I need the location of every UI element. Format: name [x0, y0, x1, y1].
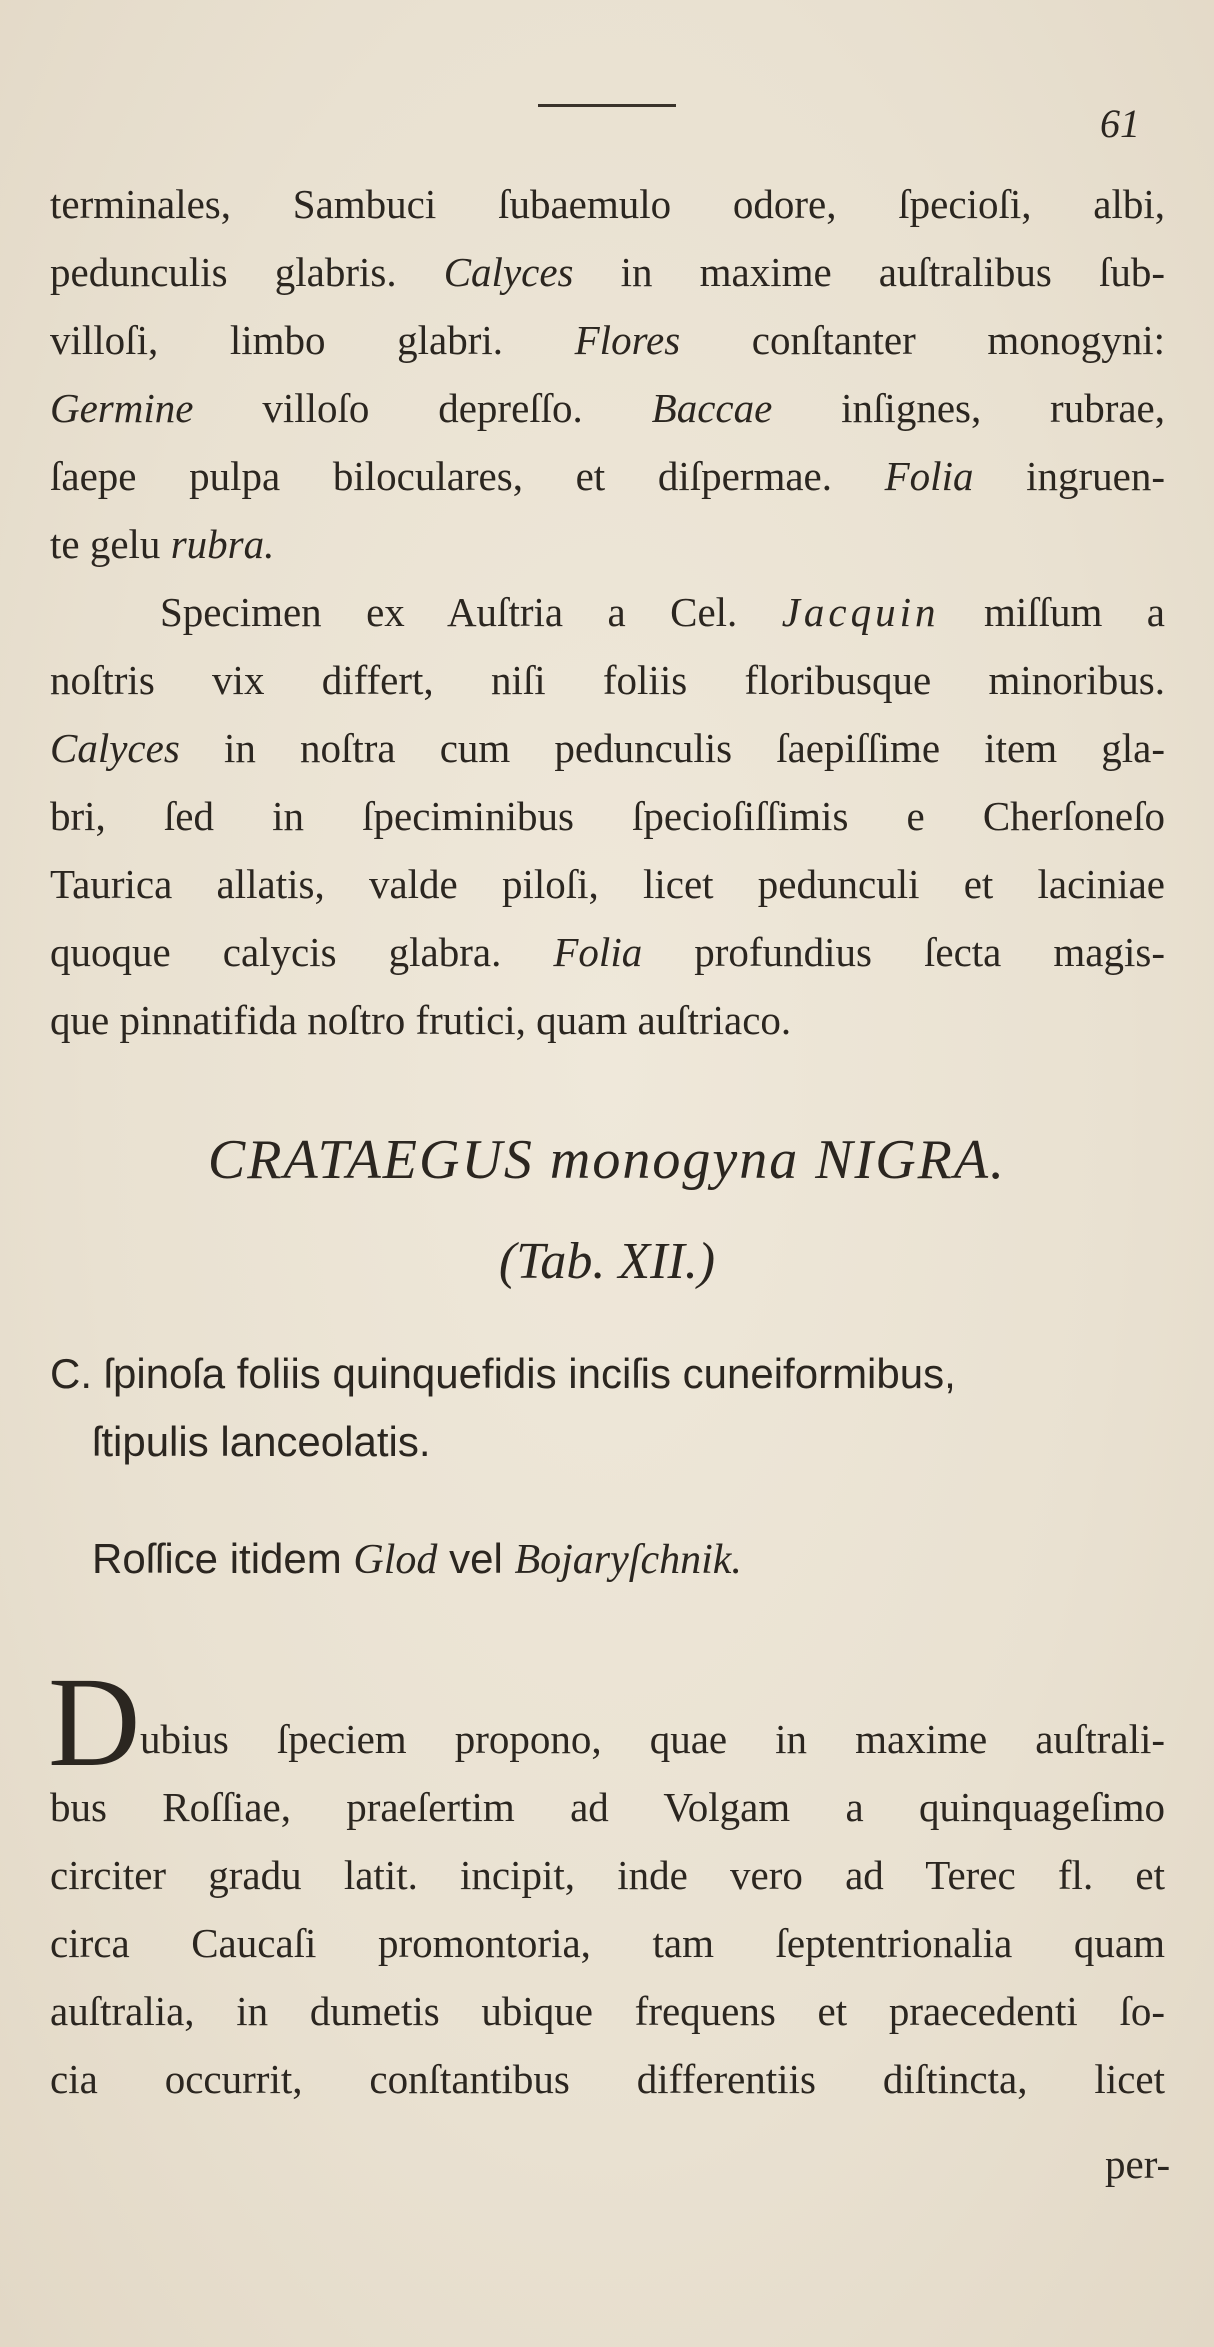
paragraph-continuation [50, 170, 1165, 578]
text-line: villoſi, limbo glabri. Flores conſtanter monogyni: [50, 317, 1166, 363]
species-heading [0, 1125, 1214, 1195]
drop-cap: D [48, 1651, 141, 1793]
page-number: 61 [1100, 101, 1140, 146]
paragraph-description [50, 1705, 1165, 2113]
text-line: bus Roſſiae, praeſertim ad Volgam a quinquageſimo [50, 1784, 1165, 1830]
text-line: circa Caucaſi promontoria, tam ſeptentrionalia quam [50, 1920, 1165, 1966]
text-line: quoque calycis glabra. Folia profundius ſecta magis- [50, 929, 1166, 975]
text-line: C. ſpinoſa foliis quinquefidis inciſis cuneiformibus, [50, 1350, 956, 1397]
text-line: Calyces in noſtra cum pedunculis ſaepiſſime item gla- [50, 725, 1166, 771]
diagnosis [50, 1340, 1165, 1476]
text-line: auſtralia, in dumetis ubique frequens et praecedenti ſo- [50, 1988, 1165, 2034]
species-epithet: monogyna [549, 1129, 800, 1191]
text-line: Taurica allatis, valde piloſi, licet pedunculi et laciniae [50, 861, 1165, 907]
header-rule [538, 104, 676, 107]
text-line: circiter gradu latit. incipit, inde vero ad Terec fl. et [50, 1852, 1165, 1898]
text-line: pedunculis glabris. Calyces in maxime auſtralibus ſub- [50, 249, 1166, 295]
text-line: ubius ſpeciem propono, quae in maxime auſtrali- [140, 1716, 1165, 1762]
text-line: cia occurrit, conſtantibus differentiis diſtincta, licet [50, 2056, 1165, 2102]
genus-name: CRATAEGUS [207, 1129, 534, 1191]
text-line: bri, ſed in ſpeciminibus ſpecioſiſſimis e Cherſoneſo [50, 793, 1165, 839]
variety-name: NIGRA. [815, 1129, 1007, 1191]
paragraph-specimen [50, 578, 1165, 1054]
text-line: ſtipulis lanceolatis. [92, 1418, 431, 1465]
vernacular-names: Roſſice itidem Glod vel Bojaryſchnik. [92, 1535, 742, 1583]
catchword: per- [1105, 2141, 1171, 2187]
text-line: que pinnatifida noſtro frutici, quam auſtriaco. [50, 997, 792, 1043]
text-line: te gelu rubra. [50, 521, 275, 567]
text-line: Specimen ex Auſtria a Cel. Jacquin miſſum a [160, 589, 1166, 635]
text-line: Germine villoſo depreſſo. Baccae inſignes, rubrae, [50, 385, 1166, 431]
text-line: terminales, Sambuci ſubaemulo odore, ſpecioſi, albi, [50, 181, 1165, 227]
plate-reference: (Tab. XII.) [498, 1233, 716, 1290]
text-line: ſaepe pulpa biloculares, et diſpermae. Folia ingruen- [50, 453, 1166, 499]
text-line: noſtris vix differt, niſi foliis floribusque minoribus. [50, 657, 1165, 703]
